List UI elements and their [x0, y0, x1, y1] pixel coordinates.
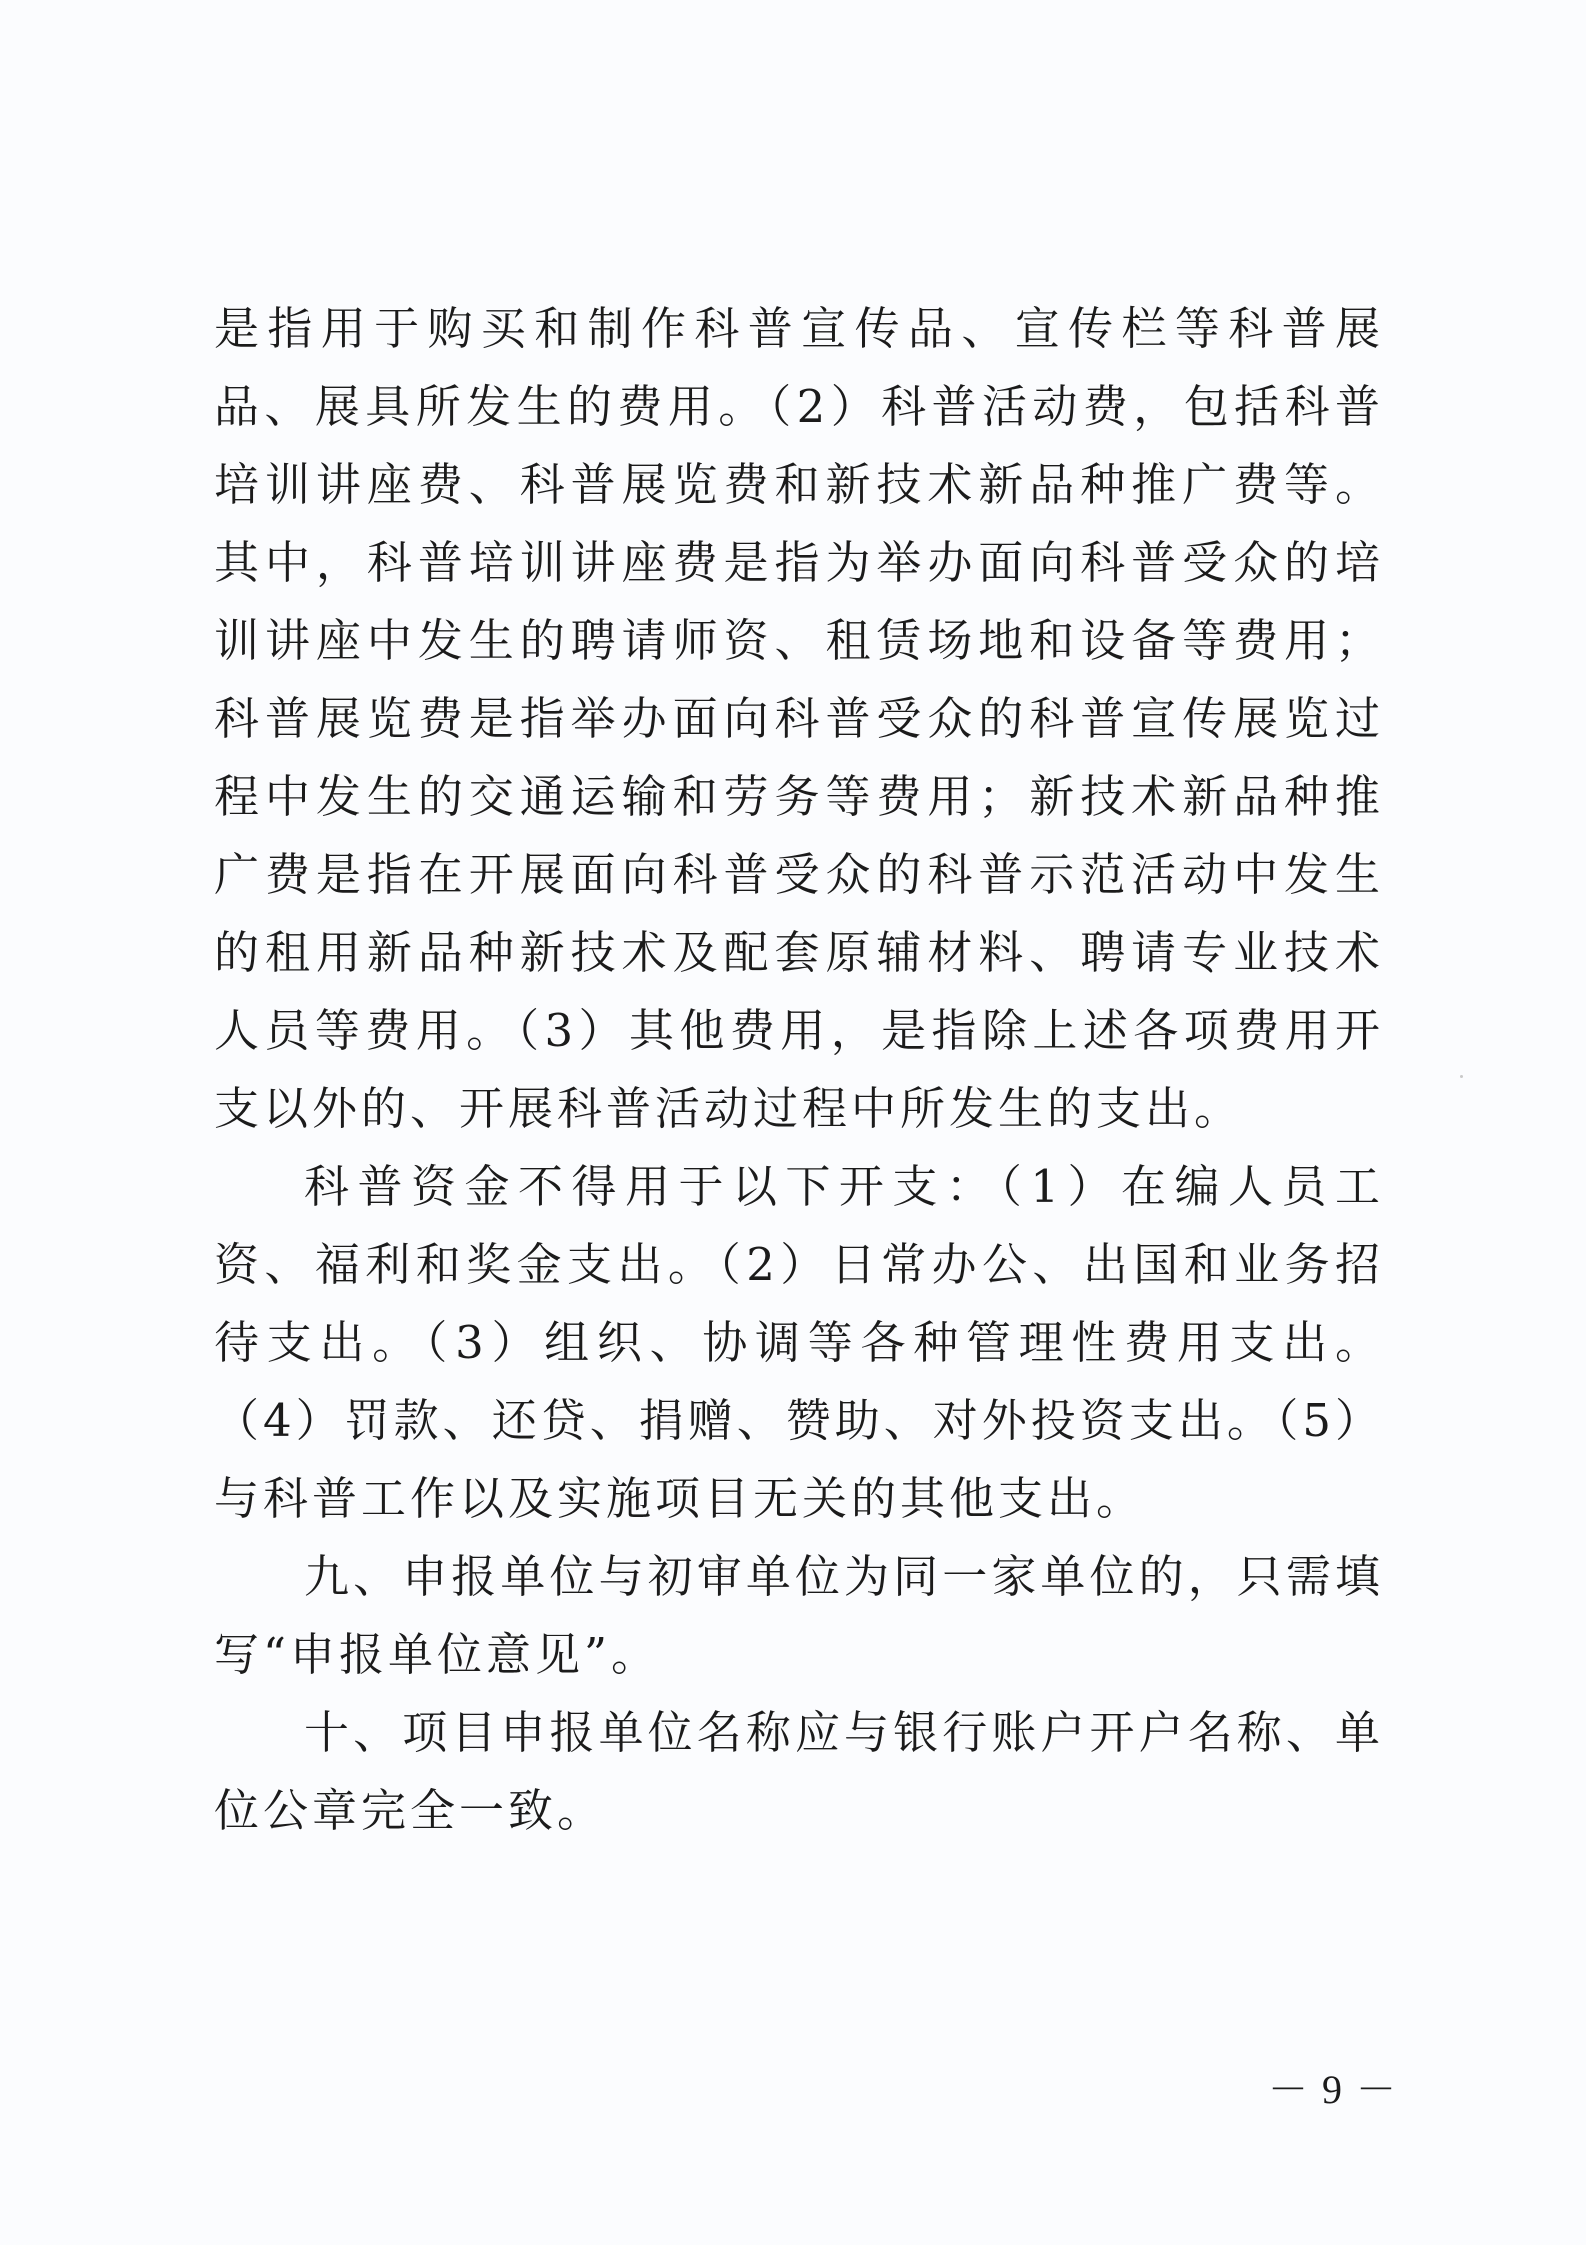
page-number: － 9 －	[1268, 2067, 1398, 2112]
paragraph-item-nine: 九、申报单位与初审单位为同一家单位的，只需填写“申报单位意见”。	[214, 1550, 1384, 1681]
paragraph-item-ten: 十、项目申报单位名称应与银行账户开户名称、单位公章完全一致。	[214, 1706, 1384, 1837]
document-body	[214, 290, 1384, 1850]
paragraph-prohibited-expenses: 科普资金不得用于以下开支：（1）在编人员工资、福利和奖金支出。（2）日常办公、出国和业务招待支出。（3）组织、协调等各种管理性费用支出。（4）罚款、还贷、捐赠、赞助、对外投资支出。（5）与科普工作以及实施项目无关的其他支出。	[214, 1160, 1384, 1525]
paragraph-funding-expenses: 是指用于购买和制作科普宣传品、宣传栏等科普展品、展具所发生的费用。（2）科普活动费，包括科普培训讲座费、科普展览费和新技术新品种推广费等。其中，科普培训讲座费是指为举办面向科普受众的培训讲座中发生的聘请师资、租赁场地和设备等费用；科普展览费是指举办面向科普受众的科普宣传展览过程中发生的交通运输和劳务等费用；新技术新品种推广费是指在开展面向科普受众的科普示范活动中发生的租用新品种新技术及配套原辅材料、聘请专业技术人员等费用。（3）其他费用，是指除上述各项费用开支以外的、开展科普活动过程中所发生的支出。	[214, 302, 1384, 1135]
scan-speck	[1460, 1075, 1463, 1078]
